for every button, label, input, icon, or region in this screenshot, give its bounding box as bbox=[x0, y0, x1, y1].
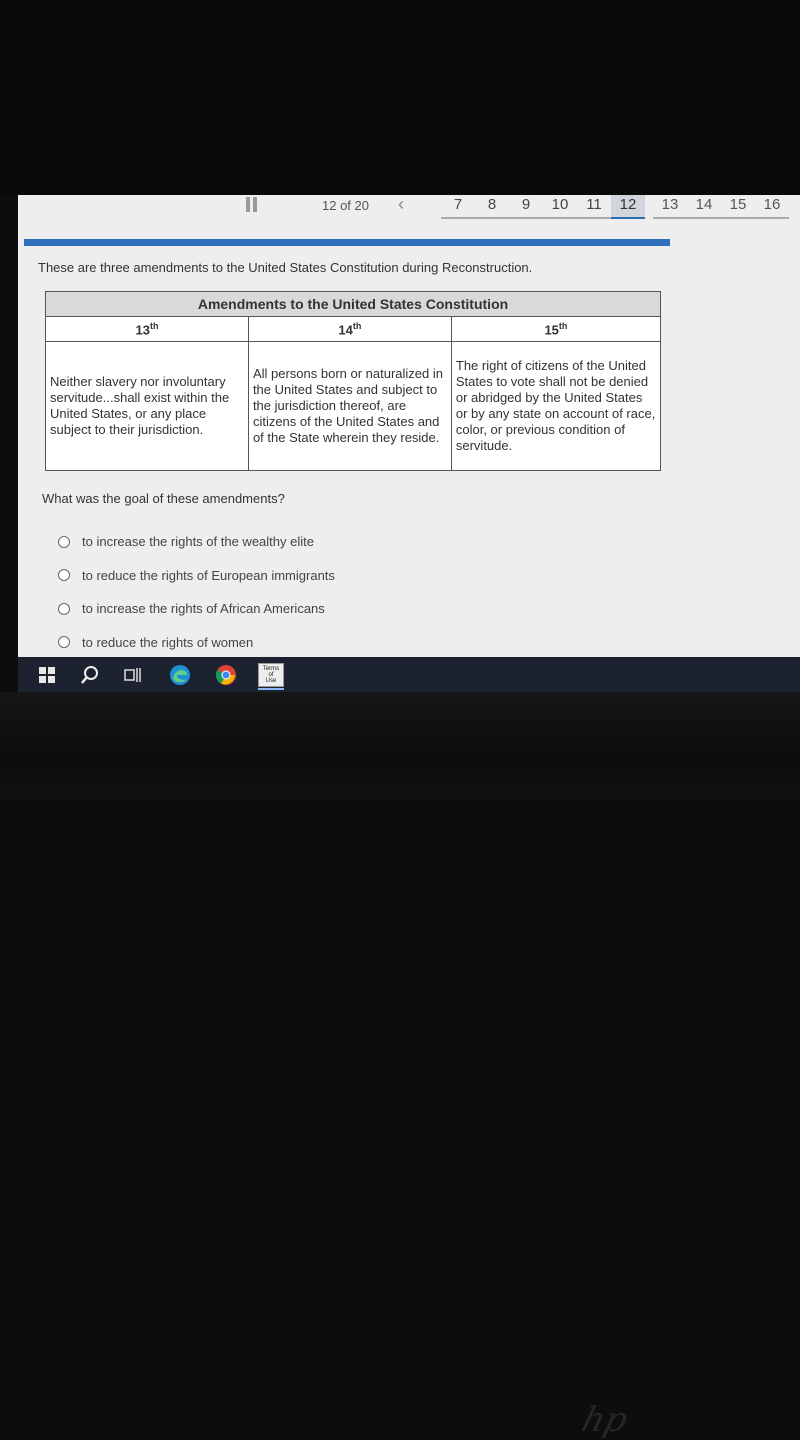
radio-button[interactable] bbox=[58, 603, 70, 615]
page-button[interactable]: 16 bbox=[755, 195, 789, 219]
question-prompt: What was the goal of these amendments? bbox=[42, 491, 285, 506]
pause-icon[interactable] bbox=[244, 197, 260, 213]
previous-arrow-icon[interactable]: ‹ bbox=[398, 195, 404, 214]
search-icon[interactable] bbox=[80, 657, 100, 692]
amendments-table bbox=[45, 291, 661, 471]
monitor-bezel-top bbox=[0, 0, 800, 195]
monitor-bezel-bottom bbox=[0, 692, 800, 1440]
page-button[interactable]: 9 bbox=[509, 195, 543, 219]
answer-option-label: to reduce the rights of women bbox=[82, 634, 254, 650]
table-cell-15th: The right of citizens of the United States to vote shall not be denied or abridged by the United States or by any state on account of race, color, or previous condition of servitude. bbox=[451, 342, 660, 471]
page-button-current[interactable]: 12 bbox=[611, 195, 645, 219]
answer-option[interactable] bbox=[58, 626, 335, 658]
table-cell-13th: Neither slavery nor involuntary servitude...shall exist within the United States, or any place subject to their jurisdiction. bbox=[46, 342, 249, 471]
column-header-15: 15th bbox=[451, 317, 660, 342]
hp-logo-icon: hp bbox=[577, 1400, 633, 1440]
terms-of-use-icon[interactable]: Terms of Use bbox=[258, 657, 284, 692]
answer-option[interactable] bbox=[58, 525, 335, 559]
chrome-browser-icon[interactable] bbox=[214, 657, 238, 692]
progress-bar bbox=[24, 239, 670, 246]
page-button[interactable]: 10 bbox=[543, 195, 577, 219]
quiz-screen bbox=[18, 195, 800, 657]
question-counter: 12 of 20 bbox=[322, 198, 369, 213]
page-button[interactable]: 7 bbox=[441, 195, 475, 219]
answer-option[interactable] bbox=[58, 592, 335, 626]
page-navigation bbox=[441, 195, 789, 219]
radio-button[interactable] bbox=[58, 636, 70, 648]
answer-option-label: to increase the rights of the wealthy elite bbox=[82, 534, 314, 550]
windows-taskbar bbox=[18, 657, 800, 692]
answer-option-label: to increase the rights of African Americans bbox=[82, 601, 325, 617]
radio-button[interactable] bbox=[58, 569, 70, 581]
page-button[interactable]: 11 bbox=[577, 195, 611, 219]
column-header-13: 13th bbox=[46, 317, 249, 342]
radio-button[interactable] bbox=[58, 536, 70, 548]
page-button[interactable]: 15 bbox=[721, 195, 755, 219]
answer-options bbox=[58, 525, 335, 657]
page-button[interactable]: 8 bbox=[475, 195, 509, 219]
table-title: Amendments to the United States Constitution bbox=[46, 292, 661, 317]
page-button[interactable]: 13 bbox=[653, 195, 687, 219]
intro-text: These are three amendments to the United States Constitution during Reconstruction. bbox=[38, 260, 533, 275]
column-header-14: 14th bbox=[248, 317, 451, 342]
task-view-icon[interactable] bbox=[123, 657, 143, 692]
answer-option[interactable] bbox=[58, 559, 335, 593]
edge-browser-icon[interactable] bbox=[168, 657, 192, 692]
windows-start-icon[interactable] bbox=[38, 657, 56, 692]
table-cell-14th: All persons born or naturalized in the United States and subject to the jurisdiction thereof, are citizens of the United States and of the State wherein they reside. bbox=[248, 342, 451, 471]
answer-option-label: to reduce the rights of European immigrants bbox=[82, 567, 335, 583]
page-button[interactable]: 14 bbox=[687, 195, 721, 219]
